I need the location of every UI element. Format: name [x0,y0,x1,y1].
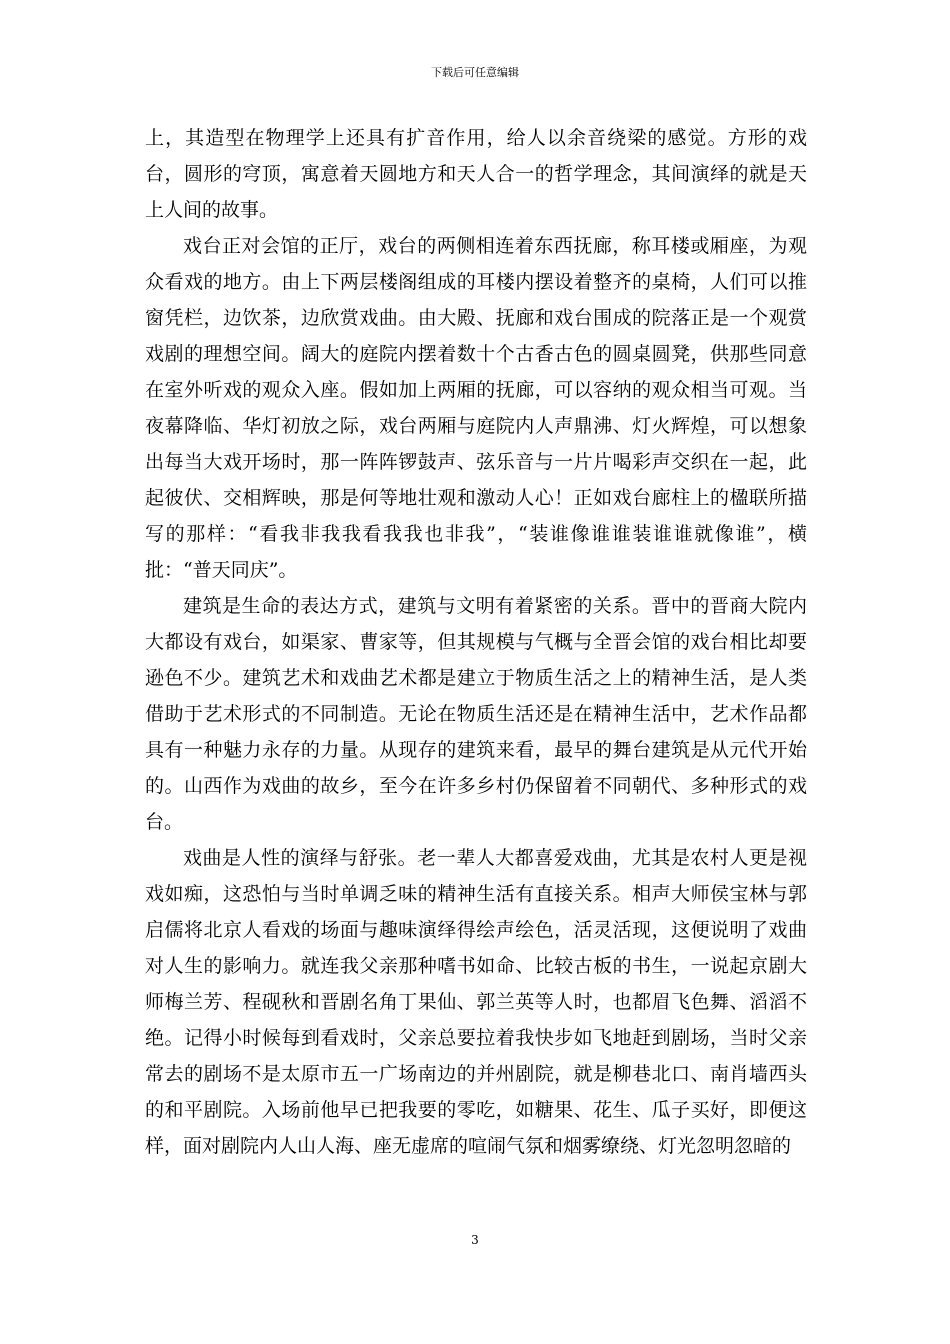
document-body [145,120,807,1164]
paragraph-theater-stage: 戏台正对会馆的正厅，戏台的两侧相连着东西抚廊，称耳楼或厢座，为观众看戏的地方。由上下两层楼阁组成的耳楼内摆设着整齐的桌椅，人们可以推窗凭栏，边饮茶，边欣赏戏曲。由大殿、抚廊和戏台围成的院落正是一个观赏戏剧的理想空间。阔大的庭院内摆着数十个古香古色的圆桌圆凳，供那些同意在室外听戏的观众入座。假如加上两厢的抚廊，可以容纳的观众相当可观。当夜幕降临、华灯初放之际，戏台两厢与庭院内人声鼎沸、灯火辉煌，可以想象出每当大戏开场时，那一阵阵锣鼓声、弦乐音与一片片喝彩声交织在一起，此起彼伏、交相辉映，那是何等地壮观和激动人心！正如戏台廊柱上的楹联所描写的那样：“看我非我我看我我也非我”，“装谁像谁谁装谁谁就像谁”，横批：“普天同庆”。 [145,235,807,581]
page-number: 3 [471,1233,479,1247]
paragraph-continuation: 上，其造型在物理学上还具有扩音作用，给人以余音绕梁的感觉。方形的戏台，圆形的穹顶，寓意着天圆地方和天人合一的哲学理念，其间演绎的就是天上人间的故事。 [145,127,807,221]
paragraph-opera: 戏曲是人性的演绎与舒张。老一辈人大都喜爱戏曲，尤其是农村人更是视戏如痴，这恐怕与当时单调乏味的精神生活有直接关系。相声大师侯宝林与郭启儒将北京人看戏的场面与趣味演绎得绘声绘色，活灵活现，这便说明了戏曲对人生的影响力。就连我父亲那种嗜书如命、比较古板的书生，一说起京剧大师梅兰芳、程砚秋和晋剧名角丁果仙、郭兰英等人时，也都眉飞色舞、滔滔不绝。记得小时候每到看戏时，父亲总要拉着我快步如飞地赶到剧场，当时父亲常去的剧场不是太原市五一广场南边的并州剧院，就是柳巷北口、南肖墙西头的和平剧院。入场前他早已把我要的零吃，如糖果、花生、瓜子买好，即便这样，面对剧院内人山人海、座无虚席的喧闹气氛和烟雾缭绕、灯光忽明忽暗的 [145,847,807,1157]
page-header-note: 下载后可任意编辑 [431,66,519,79]
paragraph-architecture: 建筑是生命的表达方式，建筑与文明有着紧密的关系。晋中的晋商大院内大都设有戏台，如渠家、曹家等，但其规模与气概与全晋会馆的戏台相比却要逊色不少。建筑艺术和戏曲艺术都是建立于物质生活之上的精神生活，是人类借助于艺术形式的不同制造。无论在物质生活还是在精神生活中，艺术作品都具有一种魅力永存的力量。从现存的建筑来看，最早的舞台建筑是从元代开始的。山西作为戏曲的故乡，至今在许多乡村仍保留着不同朝代、多种形式的戏台。 [145,595,807,833]
